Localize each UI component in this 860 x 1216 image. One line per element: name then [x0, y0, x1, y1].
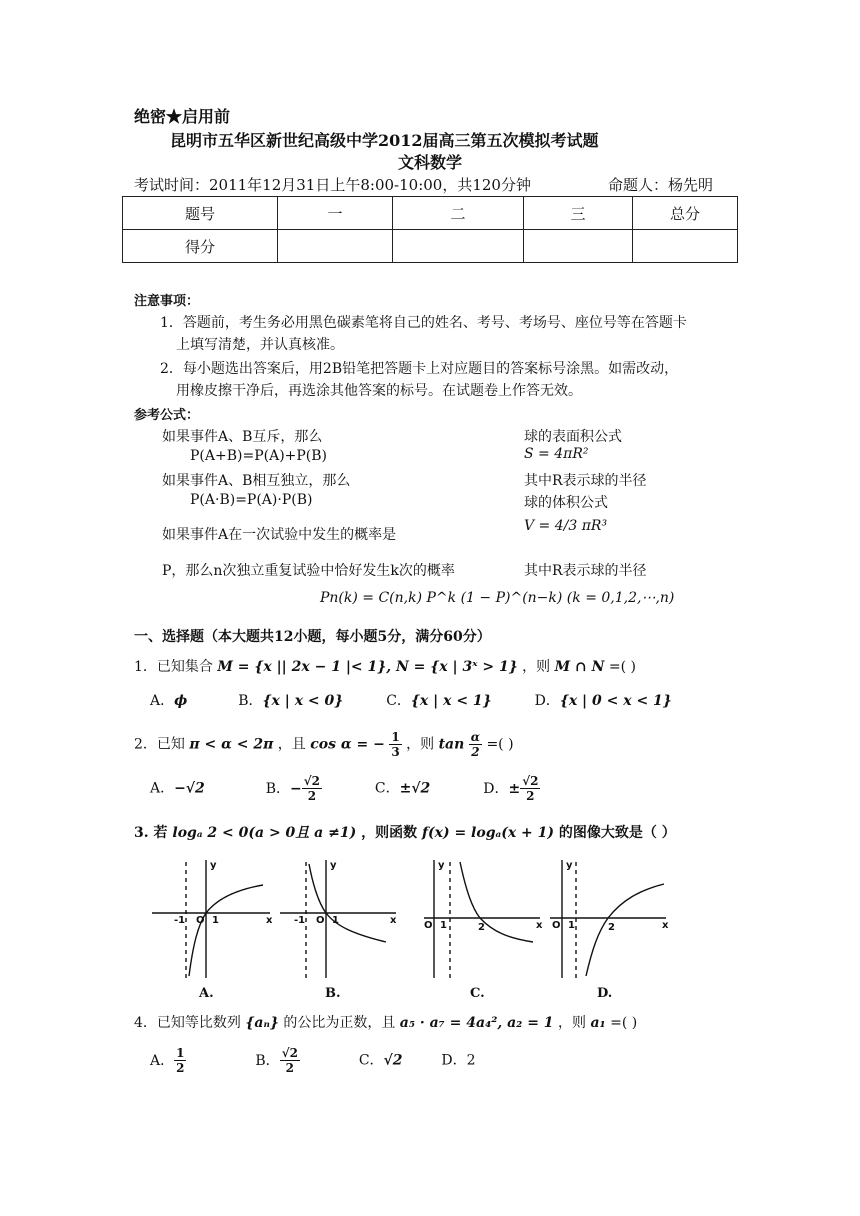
fraction-1-3: $\frac{1}{3}$ [391, 730, 400, 759]
score-table-cell: 二 [393, 197, 524, 230]
q1-option-d[interactable] [535, 693, 672, 709]
formula-text: 球的体积公式 [524, 495, 608, 511]
svg-text:x: x [390, 915, 397, 926]
q1-stem: 1．已知集合 [134, 659, 213, 675]
score-input-2[interactable] [393, 230, 524, 263]
q2-option-a[interactable] [150, 781, 205, 797]
graph-label-a[interactable]: A. [199, 986, 214, 1001]
q2-option-c[interactable] [375, 781, 430, 797]
q2-stem: ，且 [277, 736, 306, 753]
formula-text: 如果事件A在一次试验中发生的概率是 [162, 527, 397, 543]
svg-text:O: O [424, 920, 433, 931]
q4-option-d[interactable]: D．2 [441, 1052, 476, 1069]
q4-option-b[interactable] [255, 1046, 300, 1075]
option-value: {x | x < 0} [262, 693, 344, 709]
q4-stem: 的公比为正数，且 [283, 1015, 396, 1031]
score-table-cell: 题号 [123, 197, 278, 230]
svg-text:y: y [566, 860, 573, 871]
fraction-1-2: $\frac{1}{2}$ [176, 1046, 185, 1075]
author: 命题人：杨先明 [608, 176, 714, 194]
formula-text: 如果事件A、B互斥，那么 [162, 429, 323, 445]
q4-stem: 4．已知等比数列 [134, 1015, 241, 1031]
svg-text:O: O [316, 915, 325, 926]
option-letter: C． [374, 780, 400, 797]
score-table-cell: 总分 [633, 197, 738, 230]
note-item: 2．每小题选出答案后，用2B铅笔把答题卡上对应题目的答案标号涂黑。如需改动， [160, 361, 679, 377]
svg-text:2: 2 [608, 922, 615, 933]
q1-answer-blank: =( ) [608, 659, 636, 675]
option-letter: B． [238, 693, 263, 709]
graph-c-curve [460, 862, 533, 942]
notes-title: 注意事项： [134, 294, 200, 309]
option-letter: A． [150, 693, 175, 709]
q1-option-a[interactable] [150, 693, 187, 709]
q2-option-d[interactable]: D．± $\frac{√2}{2}$ [483, 774, 539, 803]
svg-text:1: 1 [332, 915, 339, 926]
score-table-header-row [123, 197, 738, 230]
q2-answer-blank: =( ) [486, 736, 514, 753]
q4-option-c[interactable] [359, 1053, 403, 1069]
svg-text:y: y [330, 860, 337, 871]
q1-sets: M = {x || 2x − 1 |< 1}, N = {x | 3ˣ > 1} [217, 659, 518, 675]
fraction-sqrt2-2: $\frac{√2}{2}$ [281, 1046, 298, 1075]
question-2 [134, 730, 514, 759]
svg-text:1: 1 [212, 915, 219, 926]
option-letter: A． [150, 1052, 175, 1069]
subject-title: 文科数学 [397, 153, 462, 172]
note-item: 用橡皮擦干净后，再选涂其他答案的标号。在试题卷上作答无效。 [176, 383, 582, 399]
score-table-cell: 一 [278, 197, 393, 230]
option-value: {x | 0 < x < 1} [559, 693, 672, 709]
svg-text:-1: -1 [174, 915, 186, 926]
score-input-total[interactable] [633, 230, 738, 263]
svg-text:1: 1 [568, 920, 575, 931]
fraction-sqrt2-2: $\frac{√2}{2}$ [303, 774, 320, 803]
option-value: ±√2 [399, 780, 431, 797]
option-letter: B． [265, 780, 291, 797]
q3-condition: logₐ 2 < 0(a > 0且 a ≠1) [172, 825, 357, 841]
formula-text: 如果事件A、B相互独立，那么 [162, 473, 351, 489]
score-table-row [123, 230, 738, 263]
secret-label: 绝密★启用前 [134, 107, 231, 126]
score-input-3[interactable] [524, 230, 633, 263]
graph-d-curve [586, 884, 664, 976]
q1-option-b[interactable] [238, 693, 343, 709]
q3-graphs [148, 850, 728, 1000]
option-value: −√2 [174, 780, 205, 797]
q2-options [150, 774, 540, 803]
q3-function: f(x) = logₐ(x + 1) [421, 825, 555, 841]
graph-a-curve [189, 885, 263, 976]
q1-intersection: M ∩ N [554, 659, 605, 675]
graph-label-d[interactable]: D. [597, 986, 613, 1001]
option-value: ϕ [174, 693, 188, 709]
formula-text: 球的表面积公式 [524, 429, 622, 445]
svg-text:1: 1 [440, 920, 447, 931]
formula-text: 其中R表示球的半径 [524, 473, 647, 489]
q3-stem: ，则函数 [361, 825, 418, 841]
svg-text:O: O [552, 920, 561, 931]
binomial-formula: Pn(k) = C(n,k) P^k (1 − P)^(n−k) (k = 0,1,2,⋯,n) [320, 590, 675, 606]
q1-options [150, 690, 672, 710]
option-letter: C． [386, 693, 411, 709]
question-4 [134, 1012, 637, 1032]
formulas-title: 参考公式： [134, 408, 200, 423]
q3-stem: 3. 若 [134, 825, 168, 841]
q3-answer-blank: 的图像大致是（ ） [558, 825, 676, 841]
q2-tan: tan [438, 736, 465, 753]
q4-stem: ，则 [558, 1015, 586, 1031]
note-item: 上填写清楚，并认真核准。 [176, 337, 344, 353]
graph-label-b[interactable]: B. [325, 986, 341, 1001]
option-letter: B． [255, 1052, 280, 1069]
svg-text:y: y [438, 860, 445, 871]
svg-text:x: x [266, 915, 273, 926]
fraction-sqrt2-2: $\frac{√2}{2}$ [522, 774, 539, 803]
svg-text:x: x [662, 920, 669, 931]
q1-stem: ，则 [522, 659, 551, 675]
question-3 [134, 822, 676, 842]
q2-cos: cos α = − [310, 736, 385, 753]
formula-text: P，那么n次独立重复试验中恰好发生k次的概率 [162, 563, 455, 579]
q1-option-c[interactable] [386, 693, 491, 709]
score-table [122, 196, 738, 263]
option-letter: A． [150, 780, 175, 797]
note-item: 1．答题前，考生务必用黑色碳素笔将自己的姓名、考号、考场号、座位号等在答题卡 [160, 315, 687, 331]
score-input-1[interactable] [278, 230, 393, 263]
option-value: {x | x < 1} [410, 693, 492, 709]
q4-condition: a₅ · a₇ = 4a₄², a₂ = 1 [399, 1015, 554, 1031]
q4-sequence: {aₙ} [245, 1015, 279, 1031]
option-letter: C． [358, 1052, 384, 1069]
score-table-cell: 得分 [123, 230, 278, 263]
q4-answer-blank: =( ) [610, 1015, 638, 1031]
q4-options [150, 1046, 476, 1075]
svg-text:-1: -1 [294, 915, 306, 926]
q2-stem: ，则 [406, 736, 435, 753]
q2-option-b[interactable]: B．− $\frac{√2}{2}$ [265, 774, 320, 803]
exam-time: 考试时间：2011年12月31日上午8:00-10:00，共120分钟 [134, 176, 531, 194]
question-1 [134, 656, 636, 676]
svg-text:y: y [210, 860, 217, 871]
svg-text:x: x [536, 920, 543, 931]
score-table-cell: 三 [524, 197, 633, 230]
q2-range: π < α < 2π [189, 736, 274, 753]
sphere-volume-formula: V = 4/3 πR³ [524, 518, 608, 534]
graph-label-c[interactable]: C. [470, 986, 485, 1001]
fraction-alpha-2: $\frac{\alpha}{2}$ [470, 730, 480, 759]
section-title: 一、选择题（本大题共12小题，每小题5分，满分60分） [134, 629, 491, 645]
svg-text:O: O [196, 915, 205, 926]
option-letter: D． [483, 780, 509, 797]
sphere-area-formula: S = 4πR² [524, 446, 589, 462]
svg-text:2: 2 [478, 922, 485, 933]
q4-option-a[interactable] [150, 1046, 186, 1075]
graph-b-curve [309, 864, 386, 942]
option-letter: D． [534, 693, 560, 709]
formula-text: P(A·B)=P(A)·P(B) [190, 492, 313, 508]
formula-text: P(A+B)=P(A)+P(B) [190, 448, 328, 464]
q4-a1: a₁ [590, 1015, 606, 1031]
formula-text: 其中R表示球的半径 [524, 563, 647, 579]
exam-title: 昆明市五华区新世纪高级中学2012届高三第五次模拟考试题 [170, 131, 599, 150]
option-value: √2 [383, 1052, 403, 1069]
q2-stem: 2．已知 [134, 736, 185, 753]
